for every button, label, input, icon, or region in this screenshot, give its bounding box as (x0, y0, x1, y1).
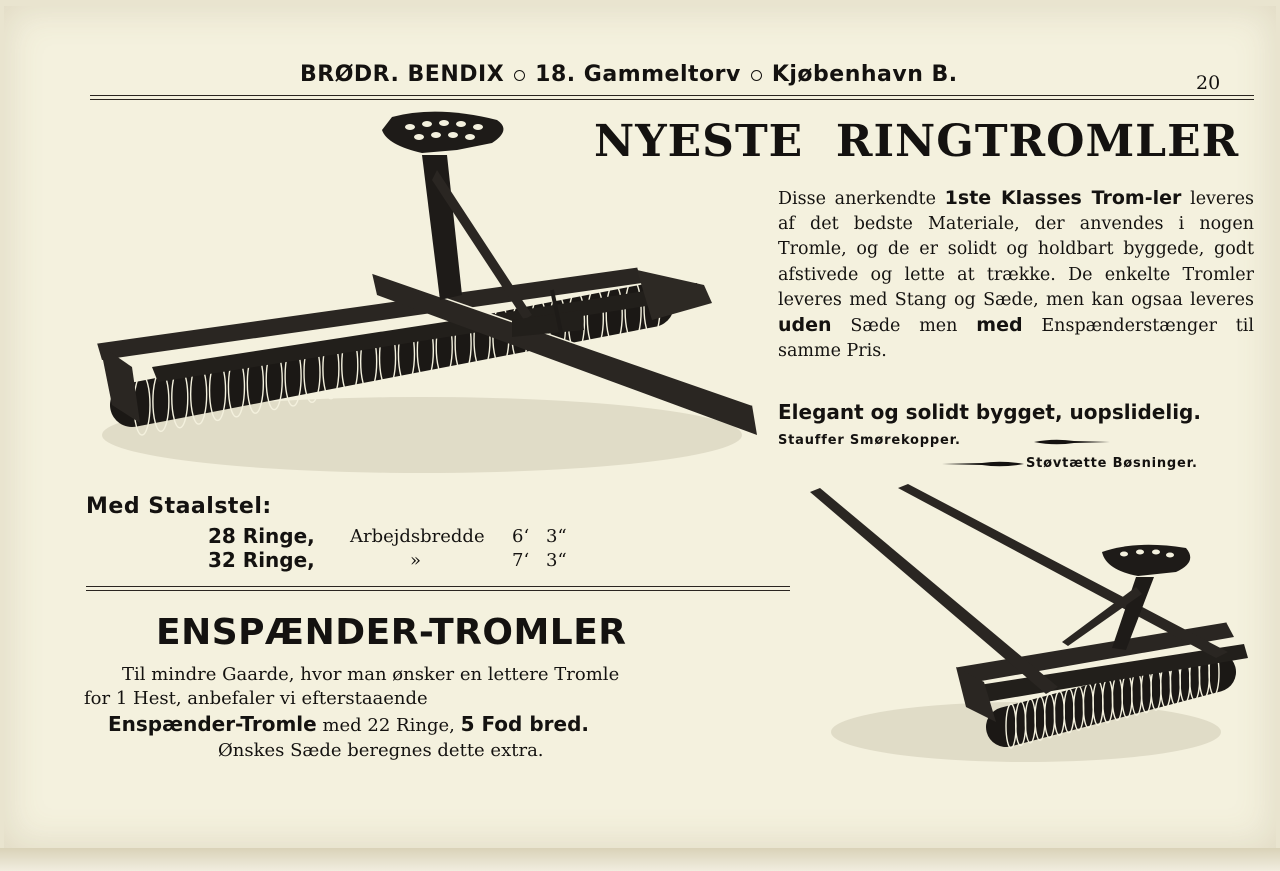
product-rings: med 22 Ringe, (316, 715, 461, 736)
width-inches: 3“ (546, 550, 567, 571)
intro-tail: Enspænderstænger til samme Pris. (778, 316, 1255, 362)
pointer-line-icon (1034, 438, 1110, 446)
city: Kjøbenhavn B. (771, 62, 958, 87)
section-title-enspaender: ENSPÆNDER-TROMLER (156, 612, 627, 653)
separator-circle (514, 70, 525, 81)
intro-paragraph (778, 186, 1254, 364)
ring-option-28 (208, 524, 315, 548)
ring-option-32 (208, 548, 315, 572)
feature-stauffer: Stauffer Smørekopper. (778, 433, 961, 448)
title-word-ringtromler: RINGTROMLER (835, 116, 1240, 167)
title-word-nyeste: NYESTE (594, 116, 804, 167)
working-width-label: Arbejdsbredde (350, 526, 485, 547)
single-horse-roller-illustration (806, 482, 1251, 772)
pointer-line-icon (942, 460, 1024, 468)
separator-circle (751, 70, 762, 81)
enspaender-product-line (108, 712, 589, 736)
ring-count: 28 Ringe, (208, 524, 315, 548)
enspaender-line-1: Til mindre Gaarde, hvor man ønsker en lettere Tromle (122, 664, 620, 685)
street-address: 18. Gammeltorv (535, 62, 741, 87)
intro-bold-first-class: 1ste Klasses Trom-ler (944, 187, 1182, 209)
ring-roller-illustration (92, 105, 762, 480)
intro-bold-uden: uden (778, 314, 832, 337)
product-name: Enspænder-Tromle (108, 712, 317, 736)
width-feet: 7‘ (512, 550, 530, 571)
width-inches: 3“ (546, 526, 567, 547)
intro-bold-med: med (976, 314, 1023, 337)
steel-frame-heading: Med Staalstel: (86, 494, 272, 519)
header-rule (90, 95, 1254, 100)
ring-count: 32 Ringe, (208, 548, 315, 572)
intro-lead: Disse anerkendte (778, 189, 945, 209)
page-number: 20 (1196, 72, 1221, 94)
company-name: BRØDR. BENDIX (300, 62, 505, 87)
feature-dust-proof-bushings: Støvtætte Bøsninger. (1026, 456, 1198, 471)
intro-body-2: Sæde men (831, 316, 977, 337)
page-edge (0, 848, 1280, 871)
intro-body: leveres af det bedste Materiale, der anvendes i nogen Tromle, og de er solidt og holdbart byggede, godt afstivede og lette at trække. De enkelte Tromler leveres med Stang og Sæde, men kan ogsaa leveres (778, 189, 1254, 310)
enspaender-seat-note: Ønskes Sæde beregnes dette extra. (218, 740, 544, 761)
page-header (300, 62, 1050, 87)
section-divider (86, 586, 790, 591)
ditto-mark: » (410, 550, 422, 571)
width-feet: 6‘ (512, 526, 530, 547)
elegant-slogan: Elegant og solidt bygget, uopslidelig. (778, 400, 1201, 424)
enspaender-line-2: for 1 Hest, anbefaler vi efterstaaende (84, 688, 428, 709)
product-width: 5 Fod bred. (460, 712, 589, 736)
